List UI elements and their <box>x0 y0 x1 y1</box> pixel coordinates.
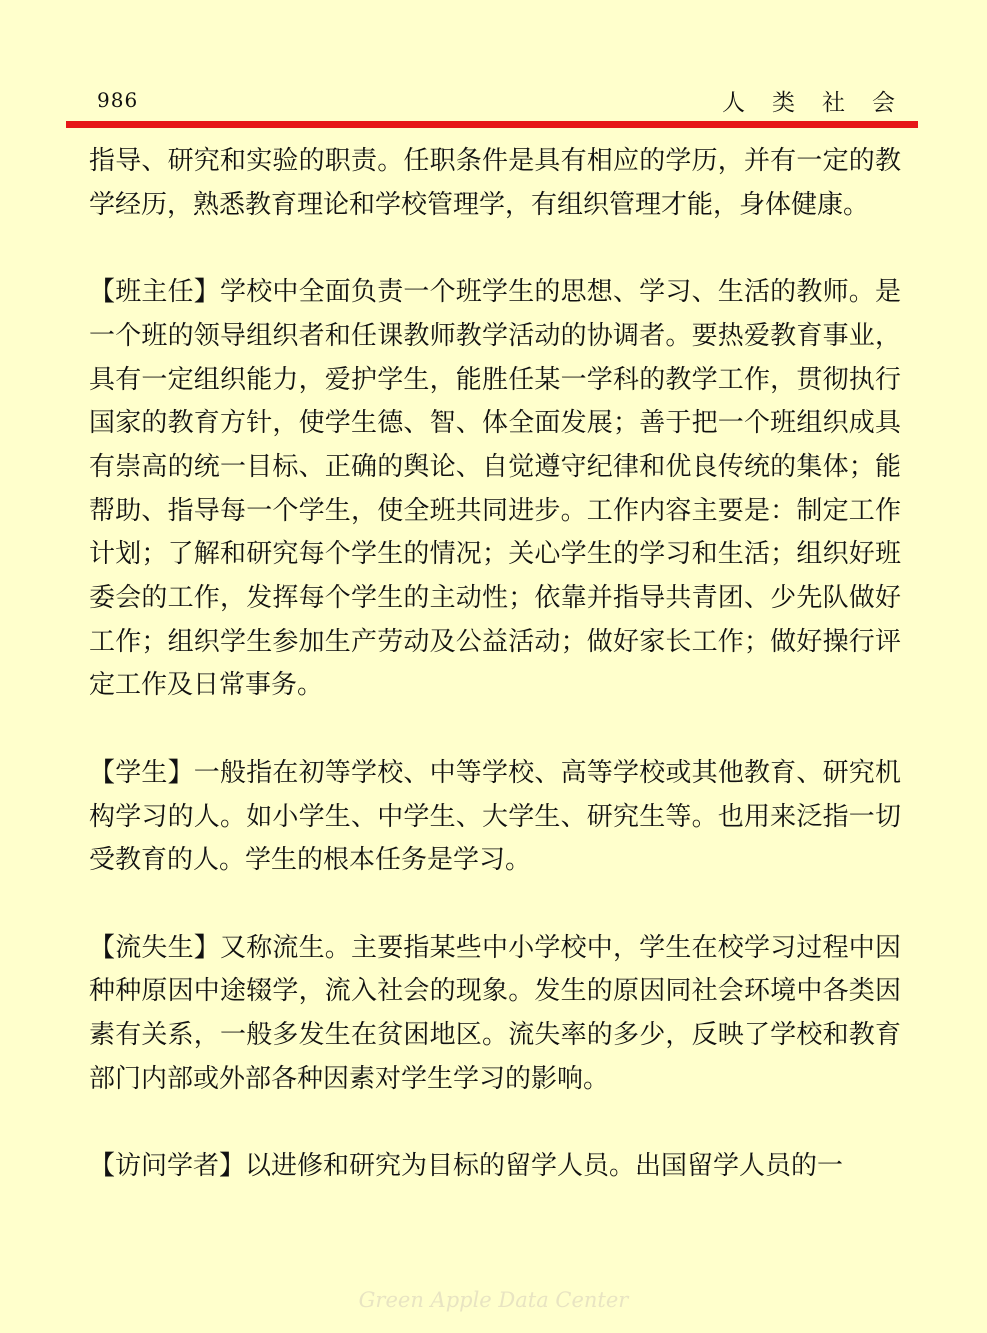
entry-dropout <box>89 927 901 1102</box>
page-content <box>89 140 901 1233</box>
entry-term: 【学生】 <box>89 757 194 788</box>
page-number: 986 <box>97 88 139 112</box>
entry-text: 指导、研究和实验的职责。任职条件是具有相应的学历，并有一定的教学经历，熟悉教育理论和学校管理学，有组织管理才能，身体健康。 <box>89 146 901 220</box>
header-rule <box>66 121 918 128</box>
entry-visiting-scholar <box>89 1145 901 1189</box>
entry-class-teacher <box>89 271 901 708</box>
entry-term: 【访问学者】 <box>89 1151 246 1182</box>
entry-term: 【班主任】 <box>89 277 220 308</box>
entry-student <box>89 752 901 883</box>
watermark: Green Apple Data Center <box>358 1288 629 1312</box>
entry-text: 又称流生。主要指某些中小学校中，学生在校学习过程中因种种原因中途辍学，流入社会的现象。发生的原因同社会环境中各类因素有关系，一般多发生在贫困地区。流失率的多少，反映了学校和教育部门内部或外部各种因素对学生学习的影响。 <box>89 932 901 1094</box>
entry-paragraph-continued <box>89 140 901 227</box>
entry-text: 学校中全面负责一个班学生的思想、学习、生活的教师。是一个班的领导组织者和任课教师教学活动的协调者。要热爱教育事业，具有一定组织能力，爱护学生，能胜任某一学科的教学工作，贯彻执行国家的教育方针，使学生德、智、体全面发展；善于把一个班组织成具有崇高的统一目标、正确的舆论、自觉遵守纪律和优良传统的集体；能帮助、指导每一个学生，使全班共同进步。工作内容主要是：制定工作计划；了解和研究每个学生的情况；关心学生的学习和生活；组织好班委会的工作，发挥每个学生的主动性；依靠并指导共青团、少先队做好工作；组织学生参加生产劳动及公益活动；做好家长工作；做好操行评定工作及日常事务。 <box>89 277 901 701</box>
running-title: 人类社会 <box>722 90 922 116</box>
entry-text: 以进修和研究为目标的留学人员。出国留学人员的一 <box>245 1151 844 1182</box>
entry-term: 【流失生】 <box>89 932 220 963</box>
entry-text: 一般指在初等学校、中等学校、高等学校或其他教育、研究机构学习的人。如小学生、中学生、大学生、研究生等。也用来泛指一切受教育的人。学生的根本任务是学习。 <box>89 757 901 876</box>
